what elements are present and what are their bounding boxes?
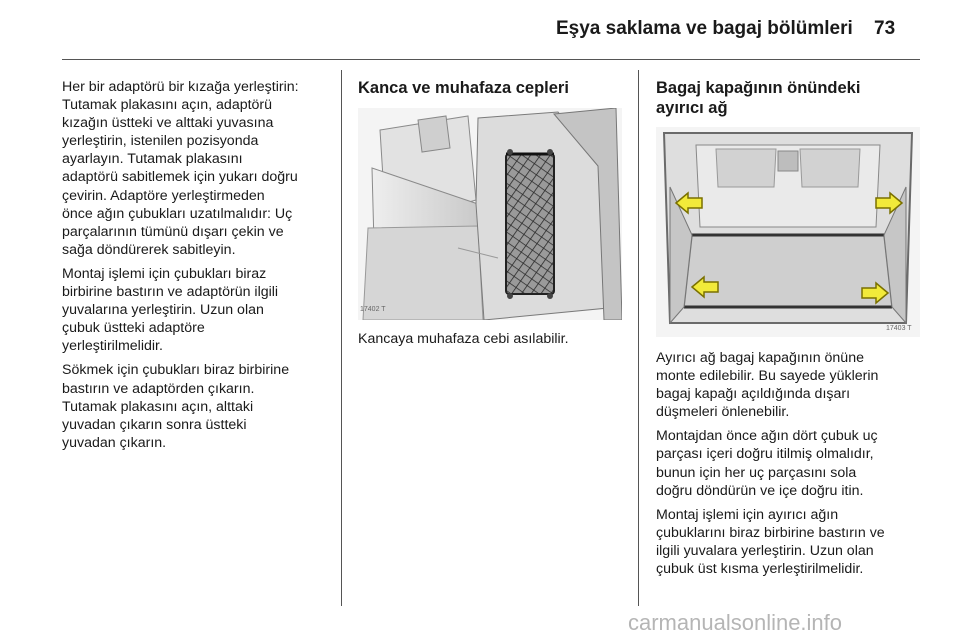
watermark: carmanualsonline.info <box>628 610 843 635</box>
column-divider <box>341 70 342 606</box>
figure-code: 17403 T <box>886 325 912 332</box>
page-number: 73 <box>874 18 896 39</box>
figure-caption: Kancaya muhafaza cebi asılabilir. <box>358 331 569 347</box>
paragraph: Montaj işlemi için çubukları biraz birbirine bastırın ve adaptörün ilgili yuvalarına yerleştirin. Uzun olan çubuk üstteki adaptöre yerleştirilmelidir. <box>62 265 279 355</box>
header-rule <box>62 59 920 60</box>
section-heading: Kanca ve muhafaza cepleri <box>358 79 569 97</box>
paragraph: Her bir adaptörü bir kızağa yerleştirin: Tutamak plakasını açın, adaptörü kızağın üstteki ve alttaki yuvasına yerleştirin, istenilen pozisyonda ayarlayın. Tutamak plakasını adaptörü sabitlemek için yukarı doğru çevirin. Adaptöre yerleştirmeden önce ağın çubukları uzatılmalıdır: Uç parçalarının tümünü dışarı çekin ve sağa döndürerek sabitleyin. <box>62 79 299 258</box>
column-divider <box>638 70 639 606</box>
page-header-title: Eşya saklama ve bagaj bölümleri <box>556 18 853 39</box>
paragraph: Montajdan önce ağın dört çubuk uç parçası içeri doğru itilmiş olmalıdır, bunun için her uç parçasını sola doğru döndürün ve içe doğru itin. <box>656 428 878 499</box>
trunk-illustration <box>656 127 920 337</box>
section-heading: Bagaj kapağının önündeki ayırıcı ağ <box>656 79 861 117</box>
separator-net-figure <box>656 127 920 337</box>
column-3-text <box>656 349 926 584</box>
paragraph: Sökmek için çubukları biraz birbirine bastırın ve adaptörden çıkarın. Tutamak plakasını açın, alttaki yuvadan çıkarın sonra üstteki yuvadan çıkarın. <box>62 362 290 451</box>
figure-code: 17402 T <box>360 306 386 313</box>
paragraph: Ayırıcı ağ bagaj kapağının önüne monte edilebilir. Bu sayede yüklerin bagaj kapağı açıldığında dışarı düşmeleri önlenebilir. <box>656 350 879 421</box>
cargo-net-pocket-figure <box>358 108 622 320</box>
paragraph: Montaj işlemi için ayırıcı ağın çubuklarını biraz birbirine bastırın ve ilgili yuvalara yerleştirin. Uzun olan çubuk üst kısma yerleştirilmelidir. <box>656 506 885 578</box>
cargo-area-illustration <box>358 108 622 320</box>
column-1-text <box>62 78 337 458</box>
